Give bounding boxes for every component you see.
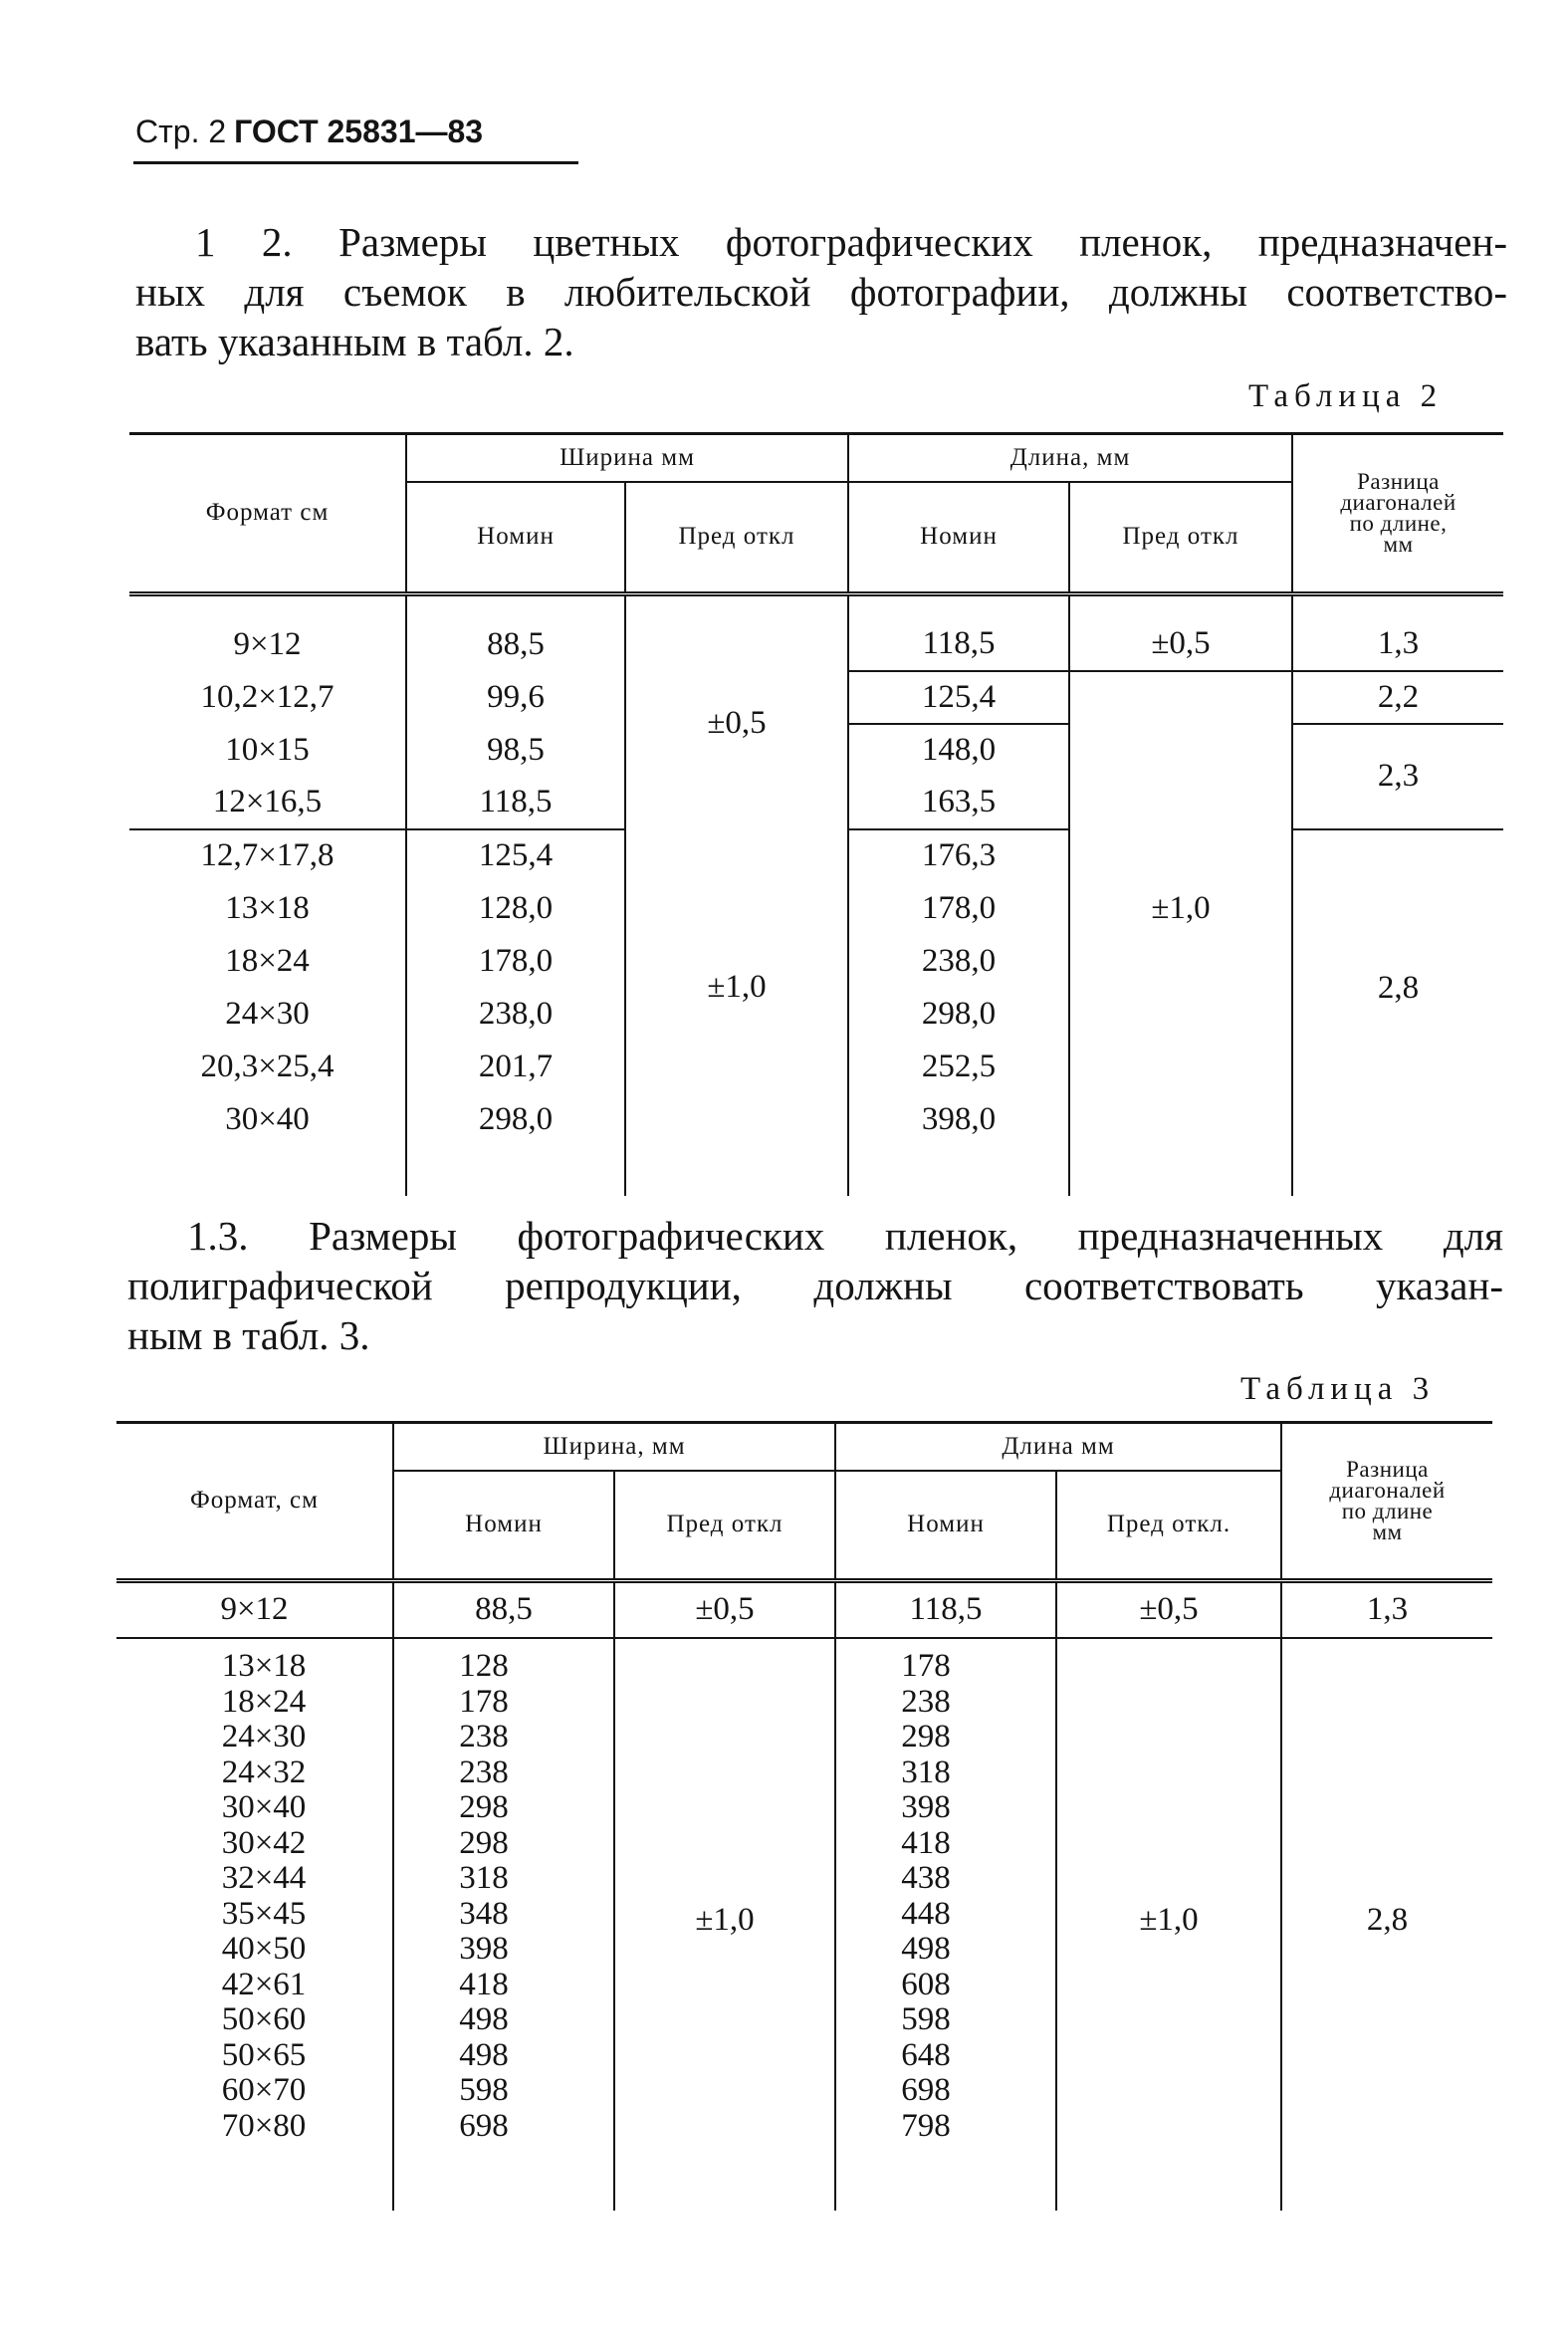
- diagonal-cell: 1,3: [1292, 618, 1503, 671]
- format-cell: 9×12: [233, 625, 302, 662]
- length-cell: 598: [901, 2001, 951, 2037]
- length-cell: 252,5: [848, 1041, 1069, 1093]
- header-length-nominal: Номин: [848, 482, 1069, 591]
- length-cell: 438: [901, 1860, 951, 1896]
- diagonal-cell: 2,2: [1292, 671, 1503, 724]
- header-diagonal: [1281, 1423, 1492, 1578]
- diagonal-cell: 2,3: [1292, 724, 1503, 829]
- table-2: [129, 432, 1503, 1196]
- width-cell: 128: [459, 1648, 509, 1684]
- length-cell: 698: [901, 2072, 951, 2108]
- paragraph-1-3: [127, 1211, 1503, 1360]
- width-cell: 178,0: [406, 935, 625, 988]
- length-cell: 418: [901, 1824, 951, 1861]
- format-cell: 30×42: [221, 1824, 307, 1861]
- standard-number: ГОСТ 25831—83: [234, 114, 484, 149]
- length-cell: 118,5: [848, 618, 1069, 671]
- length-deviation-cell: ±1,0: [1069, 671, 1292, 1146]
- width-cell: 98,5: [406, 724, 625, 777]
- format-cell: 24×32: [221, 1753, 307, 1790]
- width-cell: 238: [459, 1719, 509, 1754]
- header-width: Ширина, мм: [393, 1423, 835, 1471]
- format-cell: 42×61: [221, 1966, 307, 2002]
- header-rule: [133, 161, 578, 164]
- length-list: [835, 1638, 1056, 2211]
- format-list: [116, 1638, 393, 2211]
- header-diagonal-line: Разница: [1346, 1457, 1429, 1483]
- header-format: Формат, см: [190, 1487, 319, 1515]
- format-cell: 50×65: [221, 2036, 307, 2073]
- header-diagonal: [1292, 434, 1503, 591]
- format-cell: 24×30: [225, 995, 310, 1032]
- format-cell: 30×40: [225, 1100, 310, 1137]
- paragraph-line: 1.3. Размеры фотографических пленок, предназначенных для: [187, 1213, 1503, 1259]
- header-format: Формат см: [205, 499, 330, 527]
- format-cell: 20,3×25,4: [200, 1048, 335, 1084]
- format-cell: 32×44: [221, 1860, 307, 1896]
- paragraph-1-2: [135, 217, 1507, 366]
- header-width-deviation: Пред откл: [614, 1471, 835, 1578]
- format-cell: 60×70: [221, 2072, 307, 2108]
- length-cell: 318: [901, 1753, 951, 1790]
- header-diagonal-line: диагоналей: [1340, 490, 1456, 516]
- header-diagonal-line: мм: [1383, 532, 1414, 558]
- table-3: [116, 1421, 1492, 2211]
- width-cell: 201,7: [406, 1041, 625, 1093]
- paragraph-line: ных для съемок в любительской фотографии, должны соответство-: [135, 269, 1507, 315]
- length-cell: 608: [901, 1966, 951, 2002]
- width-cell: 238: [459, 1753, 509, 1790]
- length-cell: 238,0: [848, 935, 1069, 988]
- format-cell: 12,7×17,8: [200, 837, 335, 873]
- width-deviation-cell: ±0,5: [614, 1580, 835, 1638]
- width-cell: 498: [459, 2001, 509, 2037]
- length-cell: 178,0: [848, 882, 1069, 935]
- length-cell: 118,5: [835, 1580, 1056, 1638]
- width-cell: 88,5: [406, 618, 625, 671]
- format-cell: 12×16,5: [129, 777, 406, 829]
- length-cell: 398: [901, 1789, 951, 1825]
- length-cell: 176,3: [848, 829, 1069, 882]
- paragraph-line: ным в табл. 3.: [127, 1312, 370, 1358]
- paragraph-line: 1 2. Размеры цветных фотографических пленок, предназначен-: [195, 219, 1507, 265]
- format-cell: 40×50: [221, 1931, 307, 1967]
- width-cell: 128,0: [406, 882, 625, 935]
- format-cell: 35×45: [221, 1895, 307, 1932]
- format-cell: 24×30: [221, 1719, 307, 1754]
- width-cell: 398: [459, 1931, 509, 1967]
- width-cell: 598: [459, 2072, 509, 2108]
- header-width: Ширина мм: [406, 434, 848, 482]
- length-cell: 398,0: [848, 1093, 1069, 1146]
- header-diagonal-line: по длине,: [1349, 511, 1448, 537]
- paragraph-line: полиграфической репродукции, должны соответствовать указан-: [127, 1263, 1503, 1308]
- width-deviation-cell: ±0,5: [625, 618, 848, 829]
- format-cell: 9×12: [116, 1580, 393, 1638]
- width-cell: 348: [459, 1895, 509, 1932]
- table-3-caption: Таблица 3: [1240, 1371, 1436, 1407]
- header-length-nominal: Номин: [835, 1471, 1056, 1578]
- width-cell: 298,0: [406, 1093, 625, 1146]
- header-diagonal-line: Разница: [1357, 469, 1440, 495]
- width-deviation-cell: ±1,0: [614, 1638, 835, 2211]
- format-cell: 70×80: [221, 2107, 307, 2144]
- header-length-deviation: Пред откл: [1069, 482, 1292, 591]
- format-cell: 30×40: [221, 1789, 307, 1825]
- length-cell: 148,0: [848, 724, 1069, 777]
- length-cell: 238: [901, 1683, 951, 1720]
- format-cell: 13×18: [221, 1648, 307, 1684]
- length-cell: 448: [901, 1895, 951, 1932]
- diagonal-cell: 2,8: [1281, 1638, 1492, 2211]
- width-cell: 99,6: [406, 671, 625, 724]
- paragraph-line: вать указанным в табл. 2.: [135, 319, 574, 364]
- header-width-nominal: Номин: [393, 1471, 614, 1578]
- page-header: [135, 112, 483, 151]
- width-cell: 298: [459, 1789, 509, 1825]
- width-deviation-cell: ±1,0: [625, 829, 848, 1146]
- width-cell: 298: [459, 1824, 509, 1861]
- format-cell: 18×24: [225, 942, 310, 979]
- length-cell: 798: [901, 2107, 951, 2144]
- format-cell: 10,2×12,7: [200, 678, 335, 715]
- diagonal-cell: 1,3: [1281, 1580, 1492, 1638]
- header-length: Длина мм: [835, 1423, 1281, 1471]
- length-cell: 163,5: [848, 777, 1069, 829]
- width-cell: 698: [459, 2107, 509, 2144]
- length-cell: 498: [901, 1931, 951, 1967]
- width-cell: 418: [459, 1966, 509, 2002]
- length-cell: 298: [901, 1719, 951, 1754]
- length-deviation-cell: ±1,0: [1056, 1638, 1281, 2211]
- page-number: Стр. 2: [135, 114, 227, 149]
- header-diagonal-line: диагоналей: [1329, 1478, 1446, 1504]
- width-cell: 118,5: [406, 777, 625, 829]
- length-cell: 125,4: [848, 671, 1069, 724]
- header-diagonal-line: по длине: [1341, 1499, 1434, 1524]
- header-width-nominal: Номин: [406, 482, 625, 591]
- diagonal-cell: 2,8: [1292, 829, 1503, 1146]
- length-cell: 298,0: [848, 988, 1069, 1041]
- format-cell: 50×60: [221, 2001, 307, 2037]
- width-list: [393, 1638, 614, 2211]
- length-cell: 648: [901, 2036, 951, 2073]
- format-cell: 13×18: [225, 889, 310, 926]
- width-cell: 318: [459, 1860, 509, 1896]
- table-2-caption: Таблица 2: [1248, 378, 1444, 414]
- header-length: Длина, мм: [848, 434, 1292, 482]
- format-cell: 18×24: [221, 1683, 307, 1720]
- width-cell: 238,0: [406, 988, 625, 1041]
- header-length-deviation: Пред откл.: [1056, 1471, 1281, 1578]
- width-cell: 125,4: [406, 829, 625, 882]
- width-cell: 178: [459, 1683, 509, 1720]
- length-deviation-cell: ±0,5: [1069, 618, 1292, 671]
- width-cell: 498: [459, 2036, 509, 2073]
- width-cell: 88,5: [393, 1580, 614, 1638]
- format-cell: 10×15: [225, 731, 310, 768]
- header-diagonal-line: мм: [1372, 1519, 1403, 1545]
- length-cell: 178: [901, 1648, 951, 1684]
- header-width-deviation: Пред откл: [625, 482, 848, 591]
- length-deviation-cell: ±0,5: [1056, 1580, 1281, 1638]
